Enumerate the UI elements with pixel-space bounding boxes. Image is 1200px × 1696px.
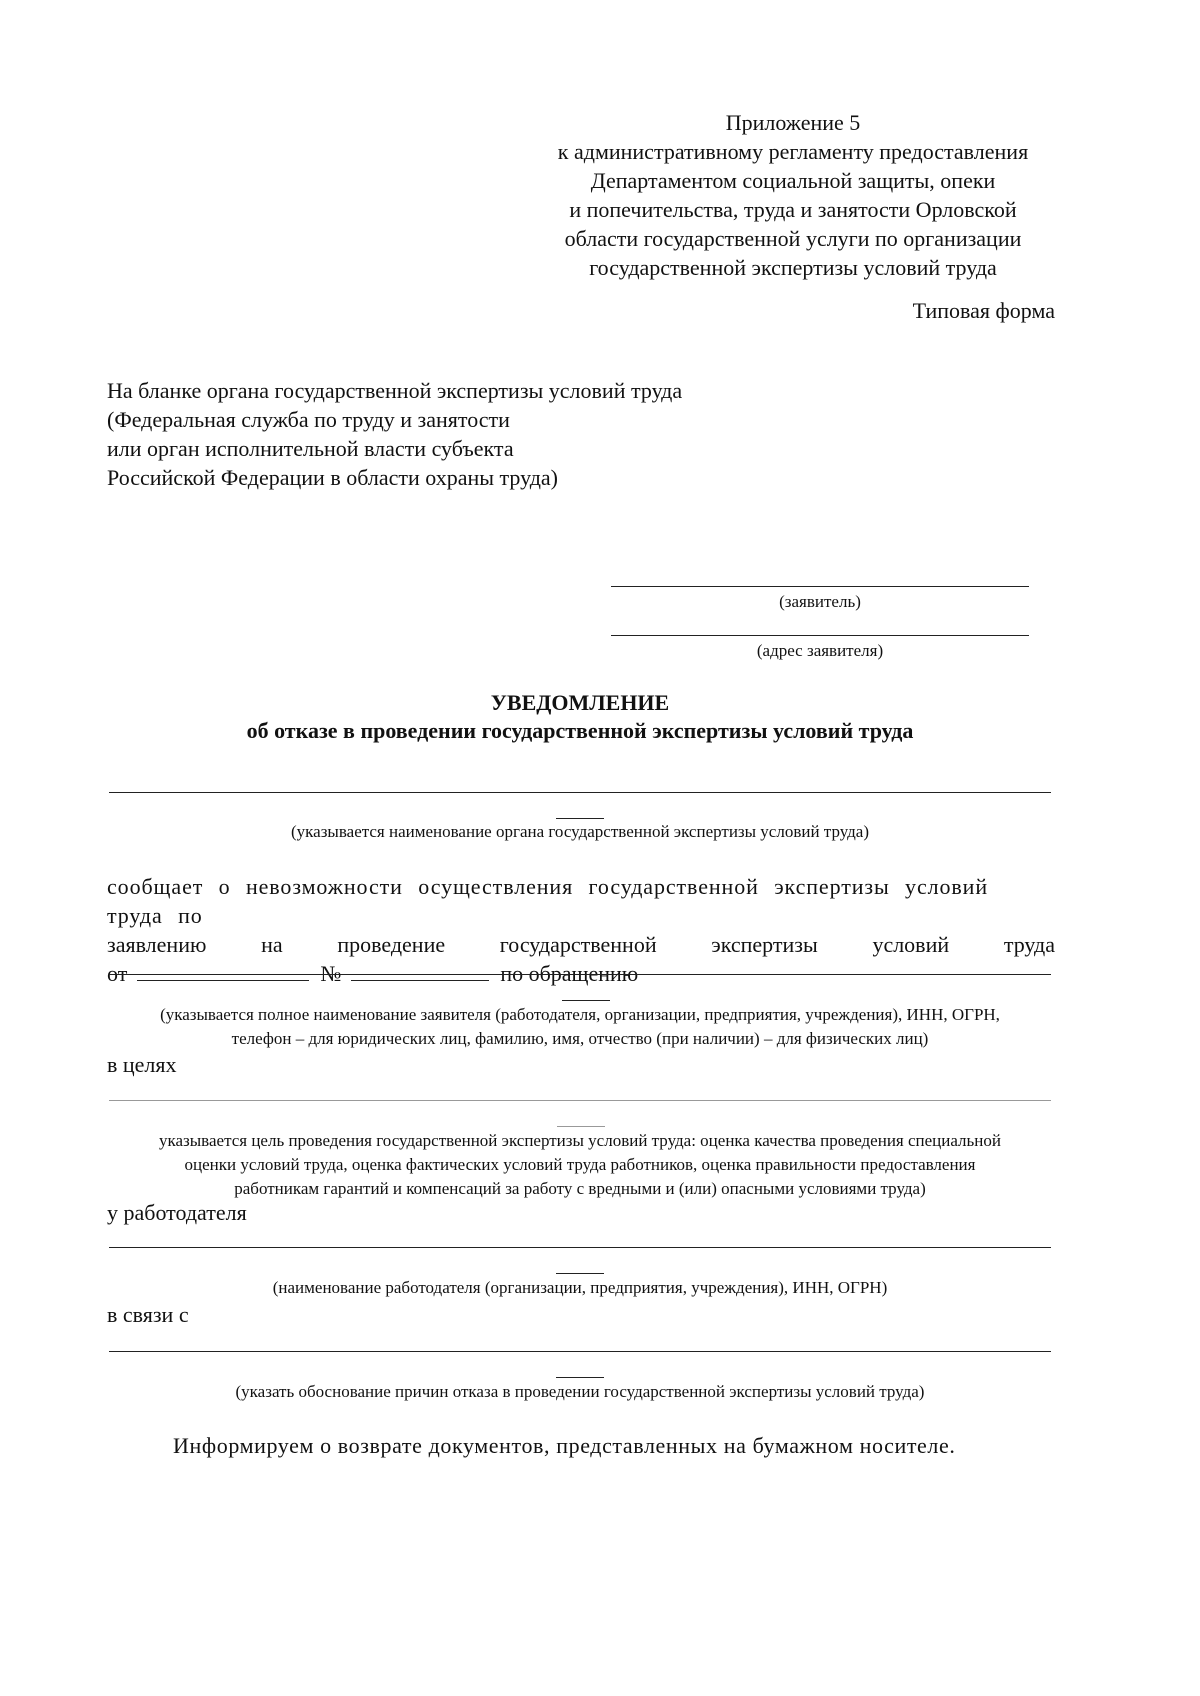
purpose-tick bbox=[557, 1126, 605, 1127]
applicant-caption-line: (указывается полное наименование заявителя (работодателя, организации, предприятия, учреждения), ИНН, ОГРН, bbox=[160, 1005, 1000, 1024]
form-type-label: Типовая форма bbox=[912, 298, 1055, 323]
from-label: от bbox=[107, 961, 128, 986]
applicant-line bbox=[611, 586, 1029, 587]
statement-word: государственной bbox=[499, 932, 657, 957]
statement-text: сообщает о невозможности осуществления государственной экспертизы условий труда по bbox=[107, 874, 989, 928]
appendix-line: и попечительства, труда и занятости Орловской bbox=[569, 197, 1017, 222]
purpose-label: в целях bbox=[107, 1052, 177, 1077]
employer-caption: (наименование работодателя (организации, предприятия, учреждения), ИНН, ОГРН) bbox=[272, 1278, 888, 1297]
reason-tick bbox=[556, 1377, 604, 1378]
statement-line-2 bbox=[107, 930, 1055, 959]
appendix-line: государственной экспертизы условий труда bbox=[589, 255, 997, 280]
purpose-caption-line: указывается цель проведения государственной экспертизы условий труда: оценка качества проведения специальной bbox=[158, 1131, 1001, 1150]
applicant-full-name-tick bbox=[562, 1000, 610, 1001]
appendix-line: области государственной услуги по организации bbox=[564, 226, 1022, 251]
letterhead-line: (Федеральная служба по труду и занятости bbox=[107, 407, 510, 432]
statement-word: на bbox=[261, 932, 283, 957]
employer-tick bbox=[556, 1273, 604, 1274]
statement-paragraph bbox=[107, 872, 1055, 988]
organ-caption: (указывается наименование органа государственной экспертизы условий труда) bbox=[291, 822, 869, 841]
number-field[interactable] bbox=[351, 960, 489, 981]
employer-label: у работодателя bbox=[107, 1200, 247, 1225]
purpose-caption bbox=[100, 1129, 1060, 1201]
document-subtitle: об отказе в проведении государственной экспертизы условий труда bbox=[246, 718, 914, 743]
statement-word: заявлению bbox=[107, 932, 207, 957]
applicant-caption-line: телефон – для юридических лиц, фамилию, имя, отчество (при наличии) – для физических лиц) bbox=[231, 1029, 929, 1048]
appendix-line: Приложение 5 bbox=[725, 110, 861, 135]
date-field[interactable] bbox=[137, 960, 309, 981]
letterhead-line: Российской Федерации в области охраны труда) bbox=[107, 465, 559, 490]
statement-word: труда bbox=[1003, 932, 1055, 957]
applicant-full-caption bbox=[100, 1003, 1060, 1051]
purpose-line bbox=[109, 1100, 1051, 1101]
document-title: УВЕДОМЛЕНИЕ bbox=[490, 690, 670, 715]
number-label: № bbox=[320, 961, 342, 986]
purpose-caption-line: работникам гарантий и компенсаций за работу с вредными и (или) опасными условиями труда) bbox=[234, 1179, 926, 1198]
employer-line bbox=[109, 1247, 1051, 1248]
appendix-line: к административному регламенту предоставления bbox=[557, 139, 1029, 164]
appeal-label: по обращению bbox=[500, 961, 639, 986]
reason-line bbox=[109, 1351, 1051, 1352]
letterhead-block bbox=[107, 376, 807, 492]
closing-text: Информируем о возврате документов, представленных на бумажном носителе. bbox=[173, 1433, 956, 1458]
statement-word: условий bbox=[872, 932, 950, 957]
letterhead-line: На бланке органа государственной экспертизы условий труда bbox=[107, 378, 683, 403]
address-caption: (адрес заявителя) bbox=[756, 641, 884, 660]
applicant-caption: (заявитель) bbox=[779, 592, 861, 611]
applicant-address-line bbox=[611, 635, 1029, 636]
statement-word: экспертизы bbox=[711, 932, 818, 957]
reason-caption: (указать обоснование причин отказа в проведении государственной экспертизы условий труда) bbox=[235, 1382, 925, 1401]
statement-line-1 bbox=[107, 872, 1055, 930]
purpose-caption-line: оценки условий труда, оценка фактических условий труда работников, оценка правильности предоставления bbox=[184, 1155, 976, 1174]
appendix-block bbox=[548, 108, 1038, 282]
reason-label: в связи с bbox=[107, 1302, 189, 1327]
organ-name-tick bbox=[556, 818, 604, 819]
letterhead-line: или орган исполнительной власти субъекта bbox=[107, 436, 514, 461]
statement-word: проведение bbox=[337, 932, 446, 957]
organ-name-line bbox=[109, 792, 1051, 793]
appendix-line: Департаментом социальной защиты, опеки bbox=[590, 168, 996, 193]
applicant-full-name-line bbox=[109, 974, 1051, 975]
